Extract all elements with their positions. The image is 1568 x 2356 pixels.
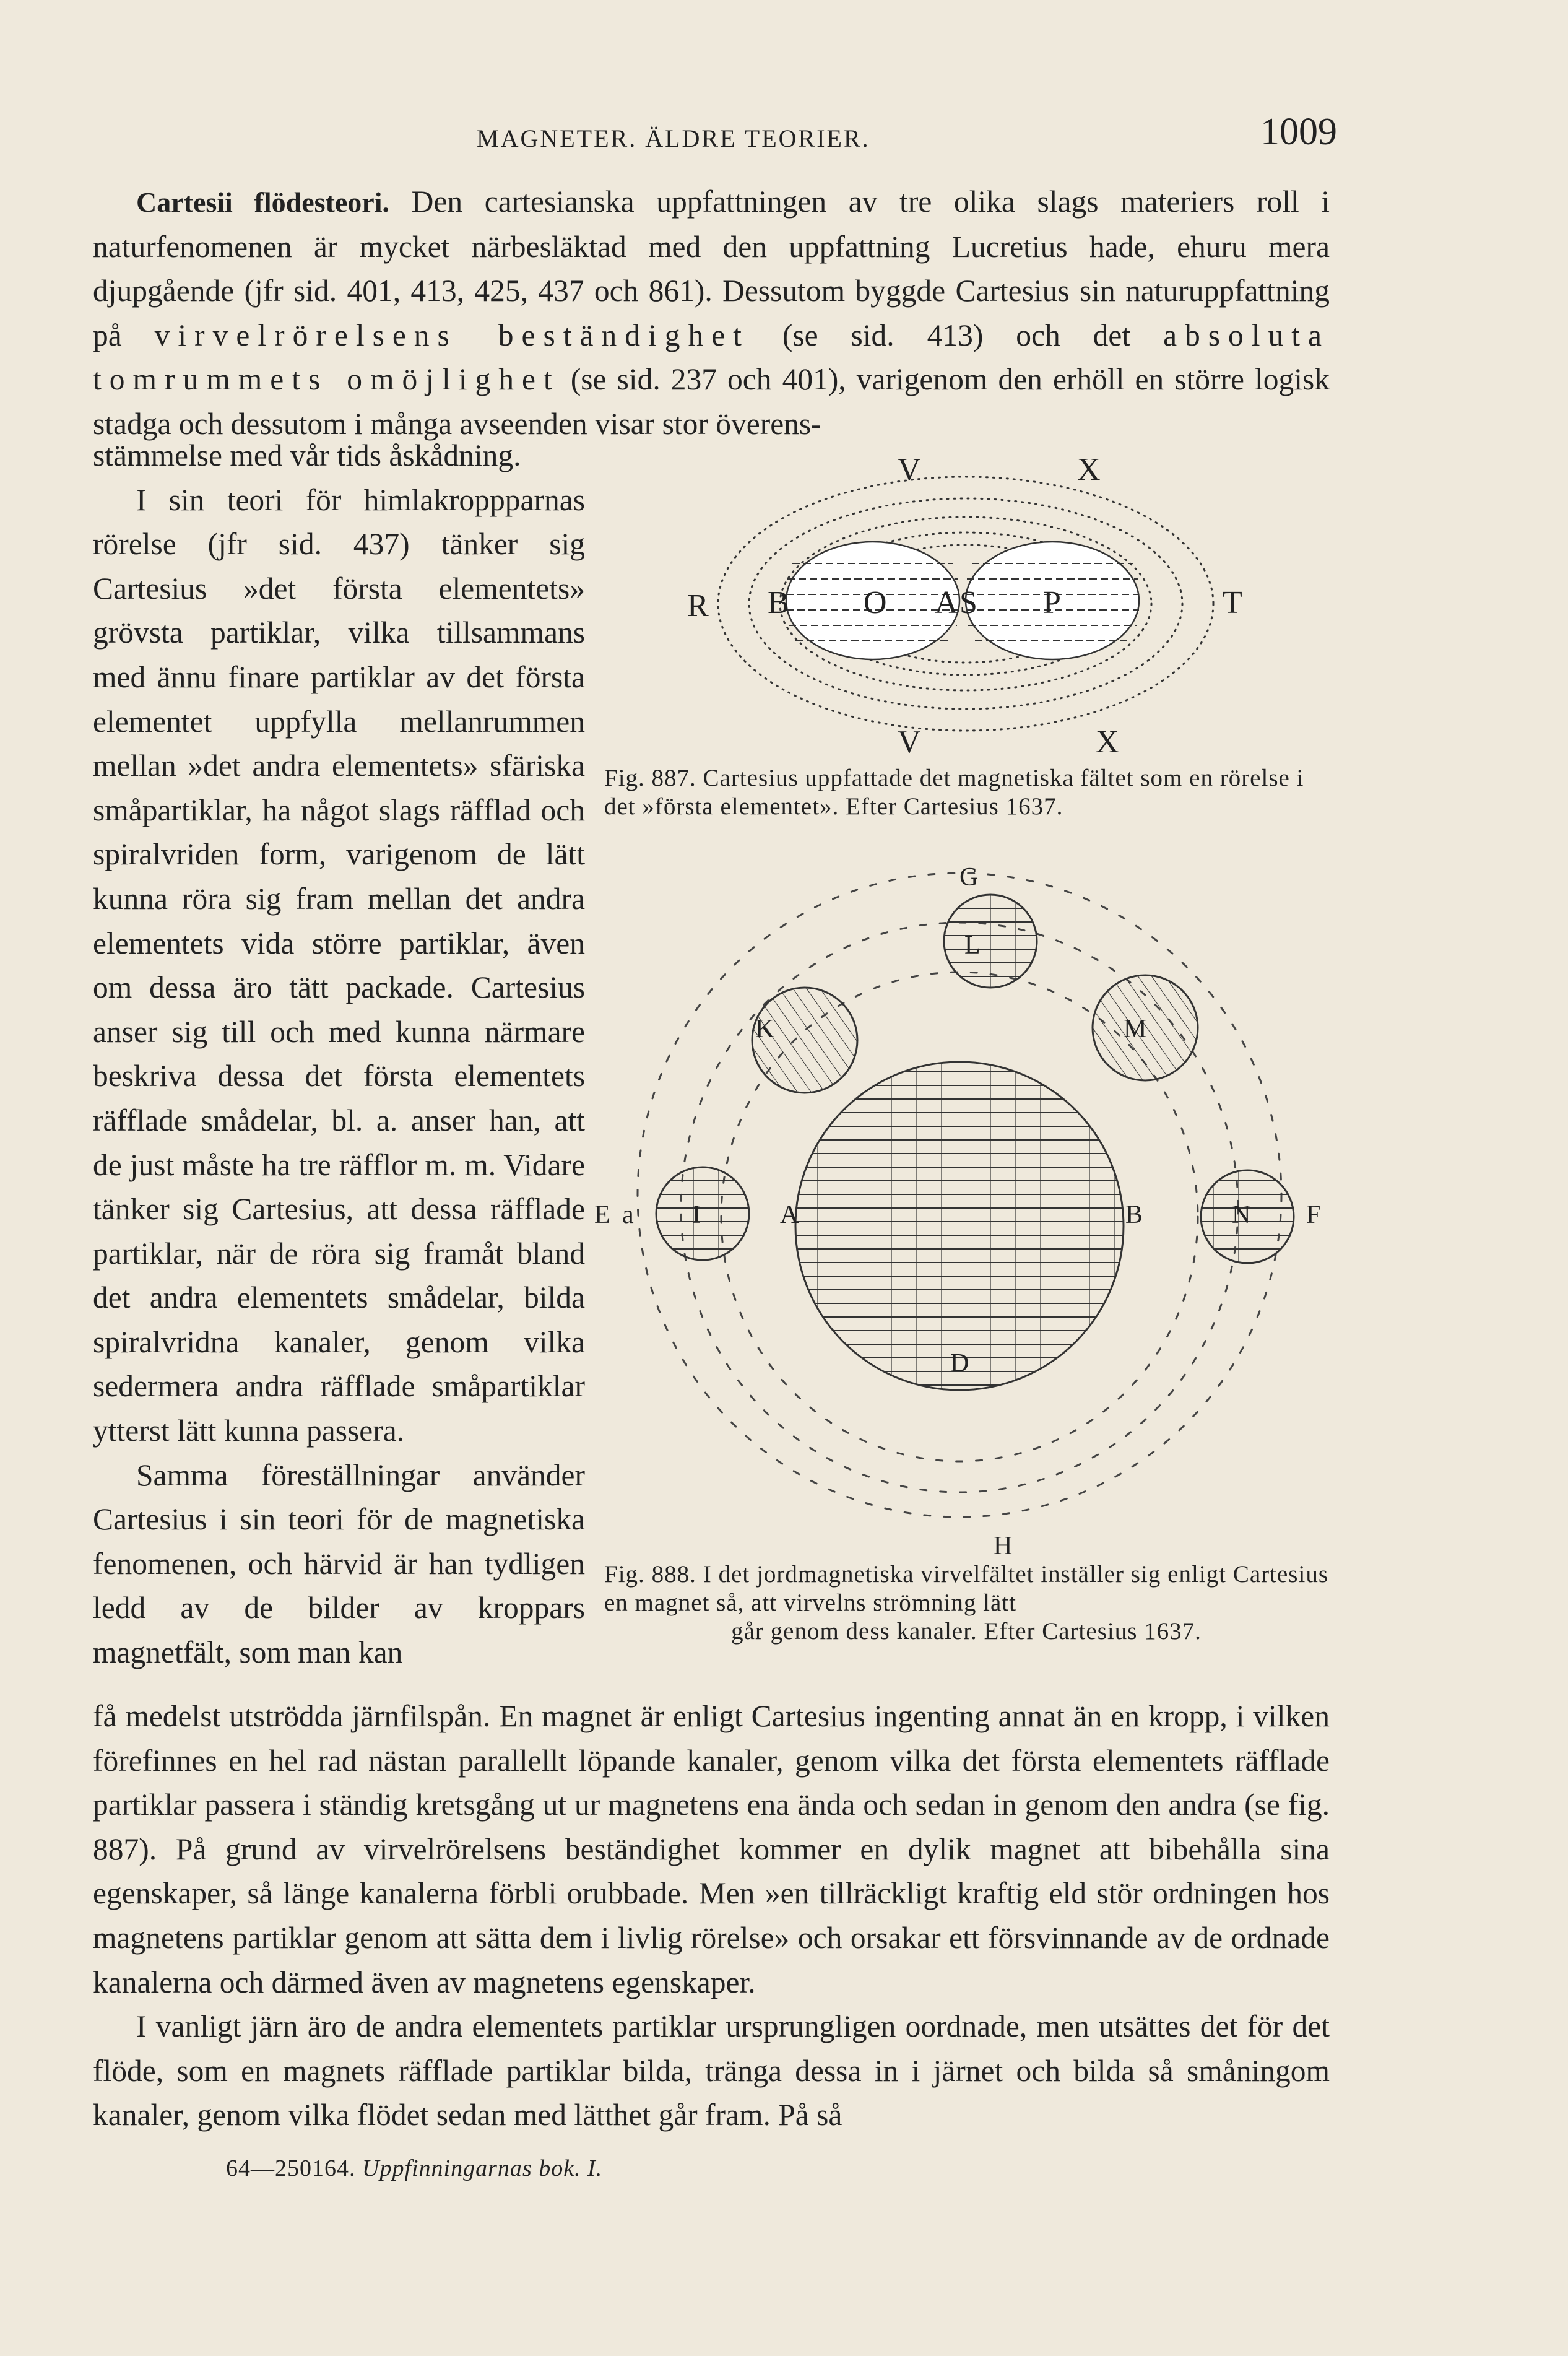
figure-888-earth-vortex: [594, 861, 1331, 1560]
book-title: Uppfinningarnas bok. I.: [362, 2155, 603, 2181]
fig887-label-a: A: [935, 585, 958, 620]
left-column-text: [93, 433, 585, 1675]
fig887-label-x-top: X: [1077, 452, 1101, 487]
fig888-label-f: F: [1306, 1201, 1321, 1229]
fig887-label-v-top: V: [898, 452, 921, 487]
page-header: [149, 110, 1337, 166]
left-paragraph-3: Samma föreställningar använder Cartesius i sin teori för de magnetiska fenomenen, och härvid är han tydligen ledd av de bilder av kroppars magnetfält, som man kan: [93, 1458, 585, 1670]
fig888-label-k: K: [755, 1015, 774, 1043]
fig888-label-a-lower: a: [622, 1201, 634, 1229]
fig887-label-v-bottom: V: [898, 724, 921, 760]
fig888-label-g: G: [959, 863, 979, 892]
fig888-label-i: I: [692, 1201, 701, 1229]
left-line-1: stämmelse med vår tids åskådning.: [93, 438, 521, 472]
fig887-label-x-bottom: X: [1096, 724, 1119, 760]
intro-text-3: (se sid. 237 och 401), varigenom den erhöll en större logisk stadga och dessutom i många avseenden visar stor överens-: [93, 362, 1330, 441]
fig887-label-r: R: [687, 588, 709, 624]
page-footer: [226, 2155, 602, 2182]
fig887-label-p: P: [1043, 585, 1061, 620]
fig888-label-n: N: [1232, 1201, 1251, 1229]
left-paragraph-2: I sin teori för himlakroppparnas rörelse (jfr sid. 437) tänker sig Cartesius »det första elementets» grövsta partiklar, vilka tillsammans med ännu finare partiklar av det första elementet uppfylla mellanrummen mellan »det andra elementets» sfäriska småpartiklar, ha något slags räfflad och spiralvriden form, varigenom de lätt kunna röra sig fram mellan det andra elementets vida större partiklar, även om dessa äro tätt packade. Cartesius anser sig till och med kunna närmare beskriva dessa det första elementets räfflade smådelar, bl. a. anser han, att de just måste ha tre räfflor m. m. Vidare tänker sig Cartesius, att dessa räfflade partiklar, när de röra sig framåt bland det andra elementets smådelar, bilda spiralvridna kanaler, genom vilka sedermera andra räfflade småpartiklar ytterst lätt kunna passera.: [93, 482, 585, 1448]
bottom-paragraph-3-continued: få medelst utströdda järnfilspån. En magnet är enligt Cartesius ingenting annat än en kropp, i vilken förefinnes en hel rad nästan parallellt löpande kanaler, genom vilka det första elementets räfflade partiklar passera i ständig kretsgång ut ur magnetens ena ända och sedan in genom den andra (se fig. 887). På grund av virvelrörelsens beständighet kommer en dylik magnet att bibehålla sina egenskaper, så länge kanalerna förbli orubbade. Men »en tillräckligt kraftig eld stör ordningen hos magnetens partiklar genom att sätta dem i livlig rörelse» och orsakar ett försvinnande av de ordnade kanalerna och därmed även av magnetens egenskaper.: [93, 1699, 1330, 1999]
figure-888-caption-line-2: går genom dess kanaler. Efter Cartesius 1637.: [731, 1618, 1202, 1645]
bottom-paragraphs: [93, 1694, 1330, 2137]
fig887-label-b: B: [768, 585, 789, 620]
intro-text-1: Den cartesianska uppfattningen av tre olika slags materiers roll i naturfenomenen är mycket närbesläktad med den uppfattning Lucretius hade, ehuru mera djupgående (jfr sid. 401, 413, 425, 437 och 861). Dessutom byggde Cartesius sin naturuppfattning på: [93, 185, 1330, 352]
figure-887-caption: Fig. 887. Cartesius uppfattade det magnetiska fältet som en rörelse i det »första elementet». Efter Cartesius 1637.: [604, 765, 1304, 820]
figure-887-magnet-field: [675, 446, 1257, 768]
fig887-label-t: T: [1223, 585, 1242, 620]
fig888-label-e: E: [594, 1201, 610, 1229]
fig888-label-h: H: [994, 1532, 1013, 1560]
figure-888-caption-line-1: Fig. 888. I det jordmagnetiska virvelfältet inställer sig enligt Cartesius en magnet så, att virvelns strömning lätt: [604, 1561, 1328, 1616]
bottom-paragraph-4: I vanligt järn äro de andra elementets partiklar ursprungligen oordnade, men utsättes det för det flöde, som en magnets räfflade partiklar bilda, tränga dessa in i järnet och bilda så småningom kanaler, genom vilka flödet sedan med lätthet går fram. På så: [93, 2009, 1330, 2132]
figure-888-caption: [604, 1560, 1328, 1646]
printer-signature: 64—250164.: [226, 2155, 356, 2181]
fig888-label-l: L: [964, 931, 981, 960]
fig888-label-b: B: [1125, 1201, 1143, 1229]
intro-text-2: (se sid. 413) och det: [782, 318, 1131, 352]
fig888-label-a: A: [780, 1201, 799, 1229]
spaced-emphasis-2: absoluta tomrummets omöjlighet: [93, 318, 1330, 397]
fig887-label-o: O: [864, 585, 887, 620]
running-title: MAGNETER. ÄLDRE TEORIER.: [477, 124, 870, 152]
fig888-label-d: D: [950, 1349, 969, 1378]
spaced-emphasis-1: virvelrörelsens beständighet: [154, 318, 750, 352]
fig887-label-s: S: [959, 585, 977, 620]
intro-paragraph: [93, 180, 1330, 446]
page-number: 1009: [1260, 111, 1337, 153]
fig888-label-m: M: [1124, 1015, 1147, 1043]
section-heading: Cartesii flödesteori.: [136, 186, 390, 218]
